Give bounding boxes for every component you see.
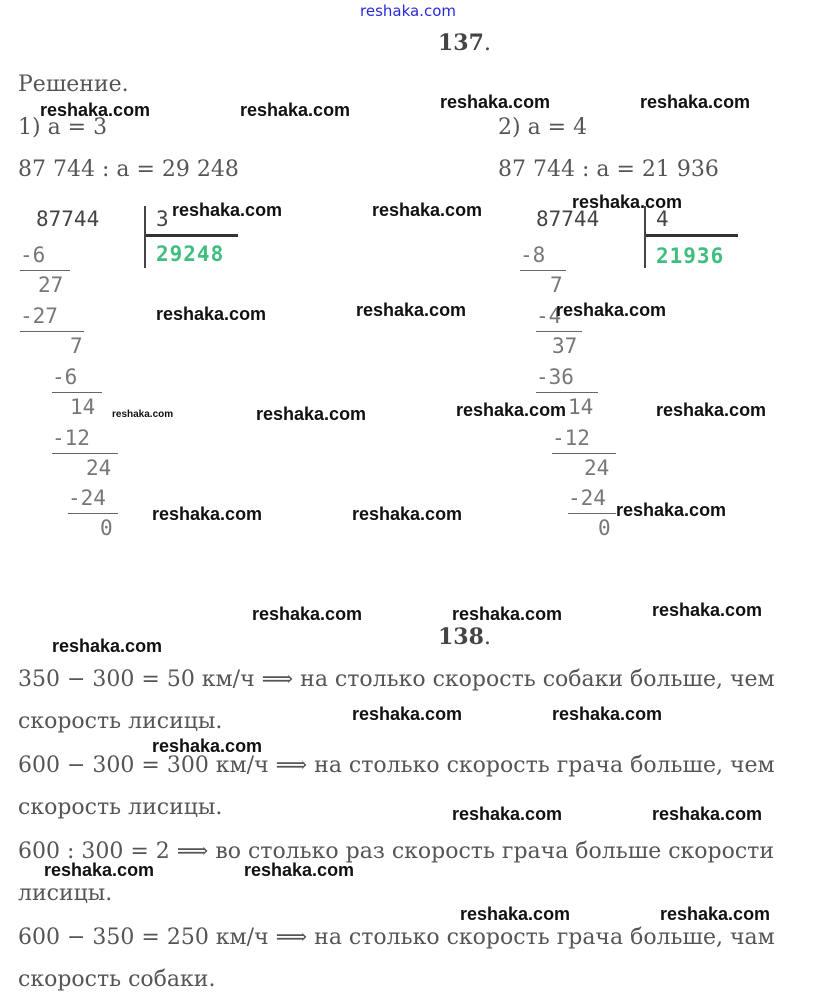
divisor: 3	[156, 207, 169, 231]
case1-label: 1) a = 3	[18, 115, 108, 140]
step: -12	[552, 426, 590, 450]
task-number-dot: .	[483, 31, 491, 56]
task-number-138	[438, 624, 491, 650]
step: -6	[20, 243, 46, 267]
divider	[20, 270, 70, 271]
watermark: reshaka.com	[112, 409, 174, 420]
site-link[interactable]: reshaka.com	[360, 2, 456, 20]
watermark: reshaka.com	[52, 636, 163, 656]
watermark: reshaka.com	[460, 904, 571, 924]
solution-label: Решение.	[18, 72, 129, 97]
solution-line: 350 − 300 = 50 км/ч ⟹ на столько скорость собаки больше, чем	[18, 667, 775, 692]
quotient: 21936	[656, 244, 725, 268]
watermark: reshaka.com	[616, 500, 727, 520]
step: 7	[550, 273, 563, 297]
watermark: reshaka.com	[152, 504, 263, 524]
watermark: reshaka.com	[652, 600, 763, 620]
solution-line: скорость собаки.	[18, 967, 216, 992]
watermark: reshaka.com	[252, 604, 363, 624]
solution-line: лисицы.	[18, 881, 113, 906]
case1-equation: 87 744 : a = 29 248	[18, 157, 239, 182]
watermark: reshaka.com	[440, 92, 551, 112]
divider	[568, 513, 616, 514]
divider	[52, 392, 102, 393]
step: 24	[584, 456, 610, 480]
divisor: 4	[656, 207, 669, 231]
watermark: reshaka.com	[156, 304, 267, 324]
step: 27	[38, 273, 64, 297]
solution-line: скорость лисицы.	[18, 709, 223, 734]
division-bracket	[644, 206, 646, 268]
watermark: reshaka.com	[452, 804, 563, 824]
watermark: reshaka.com	[356, 300, 467, 320]
divider	[20, 331, 84, 332]
watermark: reshaka.com	[456, 400, 567, 420]
divisor-underline	[646, 234, 738, 237]
watermark: reshaka.com	[44, 860, 155, 880]
watermark: reshaka.com	[556, 300, 667, 320]
step: 24	[86, 456, 112, 480]
quotient: 29248	[156, 242, 225, 266]
divider	[520, 270, 566, 271]
dividend: 87744	[36, 207, 100, 231]
watermark: reshaka.com	[256, 404, 367, 424]
solution-line: 600 − 350 = 250 км/ч ⟹ на столько скорость грача больше, чам	[18, 925, 775, 950]
solution-line: 600 − 300 = 300 км/ч ⟹ на столько скорость грача больше, чем	[18, 753, 775, 778]
step: -36	[536, 365, 574, 389]
divider	[552, 453, 616, 454]
step: -8	[520, 243, 546, 267]
watermark: reshaka.com	[552, 704, 663, 724]
step: -12	[52, 426, 90, 450]
solution-line: скорость лисицы.	[18, 795, 223, 820]
watermark: reshaka.com	[640, 92, 751, 112]
watermark: reshaka.com	[660, 904, 771, 924]
step: 0	[598, 516, 611, 540]
step: -24	[68, 486, 106, 510]
watermark: reshaka.com	[372, 200, 483, 220]
step: 0	[100, 516, 113, 540]
divisor-underline	[146, 234, 238, 237]
watermark: reshaka.com	[352, 504, 463, 524]
step: -27	[20, 304, 58, 328]
divider	[68, 513, 118, 514]
step: 7	[70, 334, 83, 358]
dividend: 87744	[536, 207, 600, 231]
watermark: reshaka.com	[172, 200, 283, 220]
watermark: reshaka.com	[40, 100, 151, 120]
step: -24	[568, 486, 606, 510]
task-number-value: 137	[438, 30, 484, 56]
task-number-value: 138	[438, 624, 484, 650]
step: -4	[536, 304, 562, 328]
watermark: reshaka.com	[572, 192, 683, 212]
watermark: reshaka.com	[352, 704, 463, 724]
division-bracket	[144, 206, 146, 268]
watermark: reshaka.com	[152, 736, 263, 756]
step: 14	[70, 395, 96, 419]
solution-line: 600 : 300 = 2 ⟹ во столько раз скорость грача больше скорости	[18, 839, 775, 864]
watermark: reshaka.com	[244, 860, 355, 880]
divider	[536, 392, 598, 393]
divider	[536, 331, 582, 332]
step: 37	[552, 334, 578, 358]
task-number-137	[438, 30, 491, 56]
task-number-dot: .	[483, 625, 491, 650]
case2-equation: 87 744 : a = 21 936	[498, 157, 719, 182]
step: 14	[568, 395, 594, 419]
watermark: reshaka.com	[240, 100, 351, 120]
divider	[52, 453, 118, 454]
watermark: reshaka.com	[452, 604, 563, 624]
watermark: reshaka.com	[656, 400, 767, 420]
step: -6	[52, 365, 78, 389]
watermark: reshaka.com	[652, 804, 763, 824]
case2-label: 2) a = 4	[498, 115, 588, 140]
